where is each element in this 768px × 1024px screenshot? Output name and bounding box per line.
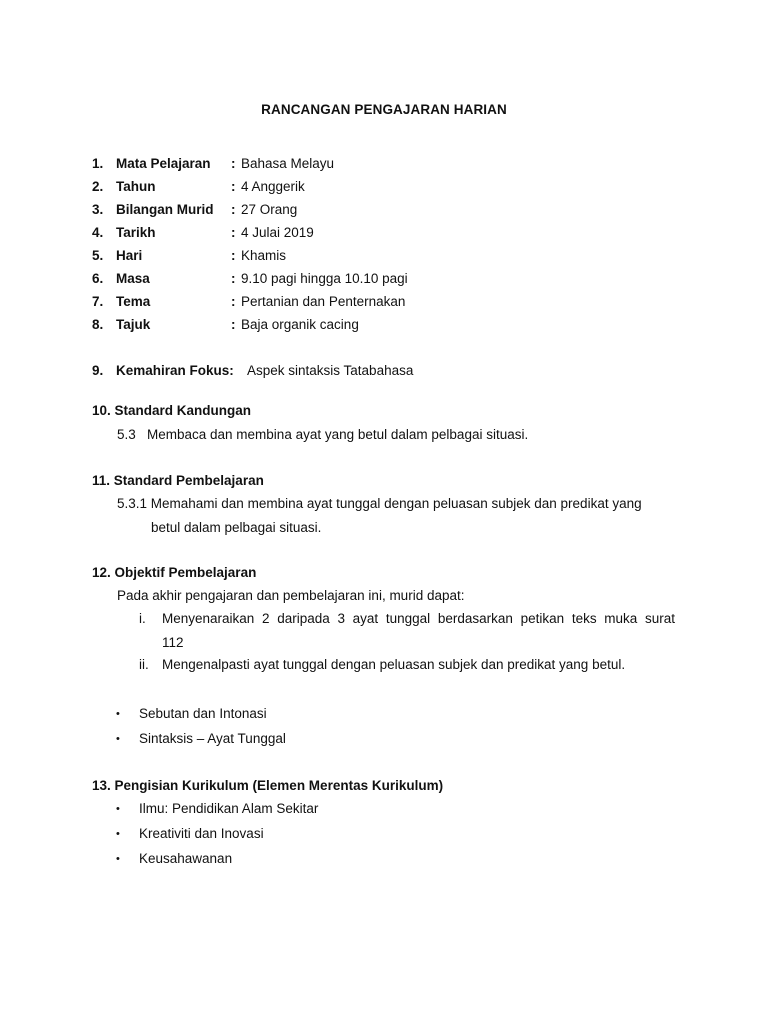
objektif-bullet: Sintaksis – Ayat Tunggal: [139, 731, 286, 746]
objektif-bullet: Sebutan dan Intonasi: [139, 706, 267, 721]
standard-kandungan-text: Membaca dan membina ayat yang betul dalam pelbagai situasi.: [147, 427, 529, 442]
info-label: Hari: [116, 248, 143, 263]
info-colon: :: [231, 156, 236, 171]
info-value: 4 Anggerik: [241, 179, 305, 194]
info-num: 4.: [92, 225, 104, 240]
kemahiran-num: 9.: [92, 363, 104, 378]
info-num: 6.: [92, 271, 104, 286]
info-colon: :: [231, 294, 236, 309]
info-label: Tahun: [116, 179, 156, 194]
bullet-icon: •: [116, 853, 120, 865]
info-value: 27 Orang: [241, 202, 298, 217]
pengisian-bullet: Kreativiti dan Inovasi: [139, 826, 264, 841]
objektif-item-text: Mengenalpasti ayat tunggal dengan peluasan subjek dan predikat yang betul.: [162, 657, 626, 672]
objektif-item-line: [162, 611, 675, 626]
pengisian-bullet: Keusahawanan: [139, 851, 233, 866]
info-label: Tarikh: [116, 225, 156, 240]
info-label: Mata Pelajaran: [116, 156, 211, 171]
bullet-icon: •: [116, 733, 120, 745]
info-colon: :: [231, 202, 236, 217]
bullet-icon: •: [116, 828, 120, 840]
kemahiran-label: Kemahiran Fokus:: [116, 363, 234, 378]
info-num: 3.: [92, 202, 104, 217]
info-value: 4 Julai 2019: [241, 225, 314, 240]
standard-kandungan-code: 5.3: [117, 427, 136, 442]
info-num: 1.: [92, 156, 104, 171]
objektif-heading: 12. Objektif Pembelajaran: [92, 565, 257, 580]
info-num: 8.: [92, 317, 104, 332]
info-colon: :: [231, 317, 236, 332]
info-colon: :: [231, 271, 236, 286]
bullet-icon: •: [116, 708, 120, 720]
info-colon: :: [231, 225, 236, 240]
standard-pembelajaran-line2: betul dalam pelbagai situasi.: [151, 520, 322, 535]
info-value: Khamis: [241, 248, 287, 263]
info-label: Tajuk: [116, 317, 151, 332]
objektif-item-line2: 112: [162, 635, 184, 650]
info-colon: :: [231, 179, 236, 194]
info-value: Baja organik cacing: [241, 317, 359, 332]
info-num: 2.: [92, 179, 104, 194]
objektif-intro: Pada akhir pengajaran dan pembelajaran ini, murid dapat:: [117, 588, 465, 603]
objektif-item-marker: i.: [139, 611, 146, 626]
objektif-item-text: Menyenaraikan 2 daripada 3 ayat tunggal berdasarkan petikan teks muka surat: [162, 611, 675, 626]
objektif-item-marker: ii.: [139, 657, 149, 672]
info-value: Bahasa Melayu: [241, 156, 335, 171]
info-value: 9.10 pagi hingga 10.10 pagi: [241, 271, 408, 286]
standard-pembelajaran-line1: 5.3.1 Memahami dan membina ayat tunggal dengan peluasan subjek dan predikat yang: [117, 496, 642, 511]
kemahiran-value: Aspek sintaksis Tatabahasa: [247, 363, 414, 378]
pengisian-bullet: Ilmu: Pendidikan Alam Sekitar: [139, 801, 319, 816]
info-num: 7.: [92, 294, 104, 309]
info-label: Tema: [116, 294, 151, 309]
info-value: Pertanian dan Penternakan: [241, 294, 406, 309]
info-label: Bilangan Murid: [116, 202, 214, 217]
page-title: RANCANGAN PENGAJARAN HARIAN: [261, 102, 507, 117]
standard-kandungan-heading: 10. Standard Kandungan: [92, 403, 252, 418]
pengisian-heading: 13. Pengisian Kurikulum (Elemen Merentas Kurikulum): [92, 778, 444, 793]
info-colon: :: [231, 248, 236, 263]
standard-pembelajaran-heading: 11. Standard Pembelajaran: [92, 473, 264, 488]
info-num: 5.: [92, 248, 104, 263]
info-label: Masa: [116, 271, 150, 286]
bullet-icon: •: [116, 803, 120, 815]
